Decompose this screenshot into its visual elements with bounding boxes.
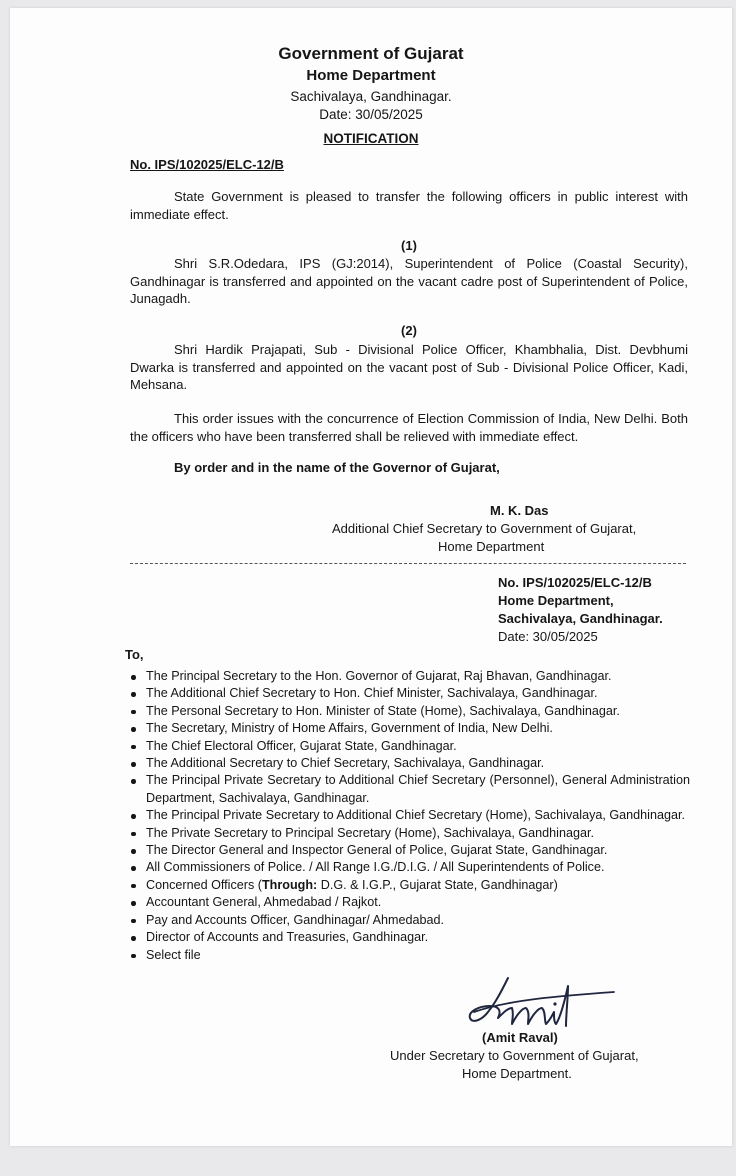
header-date: Date: 30/05/2025 <box>319 107 423 122</box>
bullet-icon <box>131 901 136 906</box>
department-title: Home Department <box>306 67 436 84</box>
list-item: The Principal Secretary to the Hon. Governor of Gujarat, Raj Bhavan, Gandhinagar. <box>130 668 690 685</box>
signatory-designation: Additional Chief Secretary to Government of Gujarat, <box>332 521 637 536</box>
bullet-icon <box>131 727 136 732</box>
header-address: Sachivalaya, Gandhinagar. <box>290 89 452 104</box>
list-item: The Principal Private Secretary to Additional Chief Secretary (Home), Sachivalaya, Gandhinagar. <box>130 807 690 824</box>
bullet-icon <box>131 832 136 837</box>
bullet-icon <box>131 866 136 871</box>
item-1-number: (1) <box>401 238 417 253</box>
list-item: The Director General and Inspector General of Police, Gujarat State, Gandhinagar. <box>130 842 690 859</box>
list-item: The Private Secretary to Principal Secretary (Home), Sachivalaya, Gandhinagar. <box>130 825 690 842</box>
list-item: The Principal Private Secretary to Additional Chief Secretary (Personnel), General Administration Department, Sachivalaya, Gandhinagar. <box>130 772 690 807</box>
item-1-paragraph: Shri S.R.Odedara, IPS (GJ:2014), Superintendent of Police (Coastal Security), Gandhinagar is transferred and appointed on the vacant cadre post of Superintendent of Police, Junagadh. <box>130 256 688 306</box>
bullet-icon <box>131 762 136 767</box>
list-item: Select file <box>130 947 690 964</box>
list-item: The Personal Secretary to Hon. Minister of State (Home), Sachivalaya, Gandhinagar. <box>130 703 690 720</box>
signatory-name: M. K. Das <box>490 503 549 518</box>
bullet-icon <box>131 954 136 959</box>
bullet-icon <box>131 745 136 750</box>
separator-line <box>130 563 686 564</box>
intro-paragraph: State Government is pleased to transfer the following officers in public interest with immediate effect. <box>130 189 688 222</box>
list-item: The Additional Secretary to Chief Secretary, Sachivalaya, Gandhinagar. <box>130 755 690 772</box>
list-item: Director of Accounts and Treasuries, Gandhinagar. <box>130 929 690 946</box>
list-item: Accountant General, Ahmedabad / Rajkot. <box>130 894 690 911</box>
list-item: The Additional Chief Secretary to Hon. Chief Minister, Sachivalaya, Gandhinagar. <box>130 685 690 702</box>
list-item: Concerned Officers (Through: D.G. & I.G.P., Gujarat State, Gandhinagar) <box>130 877 690 894</box>
document-page <box>10 8 732 1146</box>
reference-number: No. IPS/102025/ELC-12/B <box>130 157 284 172</box>
bullet-icon <box>131 814 136 819</box>
bullet-icon <box>131 675 136 680</box>
handwritten-signature <box>468 968 616 1032</box>
signatory-department: Home Department <box>438 539 545 554</box>
item-2-paragraph: Shri Hardik Prajapati, Sub - Divisional Police Officer, Khambhalia, Dist. Devbhumi Dwarka is transferred and appointed on the vacant post of Sub - Divisional Police Officer, Kadi, Mehsana. <box>130 342 688 392</box>
bullet-icon <box>131 884 136 889</box>
government-title: Government of Gujarat <box>278 44 464 63</box>
endorsement-date: Date: 30/05/2025 <box>498 629 598 644</box>
under-secretary-department: Home Department. <box>462 1066 572 1081</box>
bullet-icon <box>131 779 136 784</box>
concurrence-paragraph: This order issues with the concurrence of Election Commission of India, New Delhi. Both the officers who have been transferred shall be relieved with immediate effect. <box>130 411 688 444</box>
bullet-icon <box>131 936 136 941</box>
bullet-icon <box>131 919 136 924</box>
endorsement-department: Home Department, <box>498 593 614 608</box>
bullet-icon <box>131 692 136 697</box>
bullet-icon <box>131 710 136 715</box>
list-item: The Secretary, Ministry of Home Affairs, Government of India, New Delhi. <box>130 720 690 737</box>
list-item: Pay and Accounts Officer, Gandhinagar/ Ahmedabad. <box>130 912 690 929</box>
notification-heading: NOTIFICATION <box>323 131 419 146</box>
endorsement-address: Sachivalaya, Gandhinagar. <box>498 611 663 626</box>
to-label: To, <box>125 647 144 662</box>
item-2-number: (2) <box>401 323 417 338</box>
by-order-line: By order and in the name of the Governor of Gujarat, <box>174 460 500 475</box>
list-item: All Commissioners of Police. / All Range I.G./D.I.G. / All Superintendents of Police. <box>130 859 690 876</box>
list-item: The Chief Electoral Officer, Gujarat State, Gandhinagar. <box>130 738 690 755</box>
under-secretary-designation: Under Secretary to Government of Gujarat, <box>390 1048 639 1063</box>
under-secretary-name: (Amit Raval) <box>482 1030 558 1045</box>
recipient-list <box>130 668 690 964</box>
bullet-icon <box>131 849 136 854</box>
endorsement-number: No. IPS/102025/ELC-12/B <box>498 575 652 590</box>
